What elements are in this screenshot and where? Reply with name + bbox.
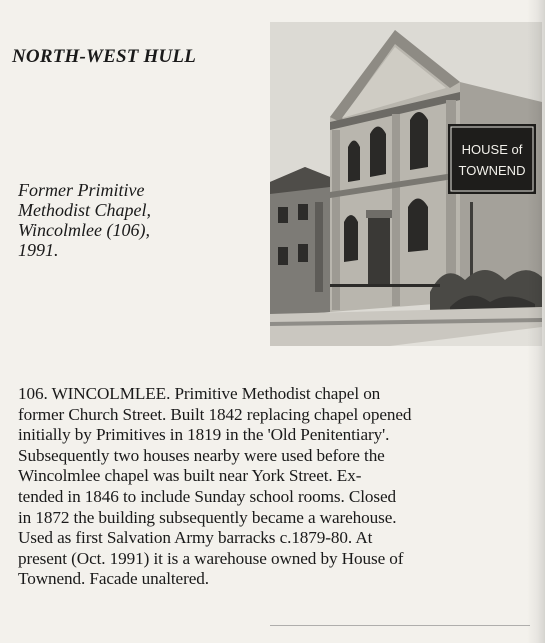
text-line: Townend. Facade unaltered. — [18, 569, 209, 589]
caption-line: Methodist Chapel, — [18, 200, 151, 220]
chapel-photograph — [270, 22, 542, 346]
text-line: present (Oct. 1991) it is a warehouse owned by House of — [18, 548, 404, 568]
text-line: Wincolmlee chapel was built near York Street. Ex- — [18, 466, 362, 486]
footer-rule — [270, 625, 530, 626]
caption-line: Wincolmlee (106), — [18, 220, 150, 240]
text-line: Used as first Salvation Army barracks c.1879-80. At — [18, 528, 373, 548]
photo-caption — [18, 180, 258, 260]
text-line: initially by Primitives in 1819 in the 'Old Penitentiary'. — [18, 425, 390, 445]
entry-text — [18, 384, 534, 590]
text-line: in 1872 the building subsequently became a warehouse. — [18, 507, 397, 527]
sign-line-1: HOUSE of — [461, 142, 523, 157]
section-heading: NORTH-WEST HULL — [12, 46, 197, 67]
caption-line: 1991. — [18, 240, 59, 260]
page-edge-shadow — [527, 0, 545, 643]
text-line: Subsequently two houses nearby were used before the — [18, 445, 385, 465]
sign-line-2: TOWNEND — [458, 163, 526, 178]
text-line: former Church Street. Built 1842 replacing chapel opened — [18, 404, 412, 424]
text-line: 106. WINCOLMLEE. Primitive Methodist chapel on — [18, 384, 381, 403]
caption-line: Former Primitive — [18, 180, 145, 200]
text-line: tended in 1846 to include Sunday school rooms. Closed — [18, 486, 397, 506]
